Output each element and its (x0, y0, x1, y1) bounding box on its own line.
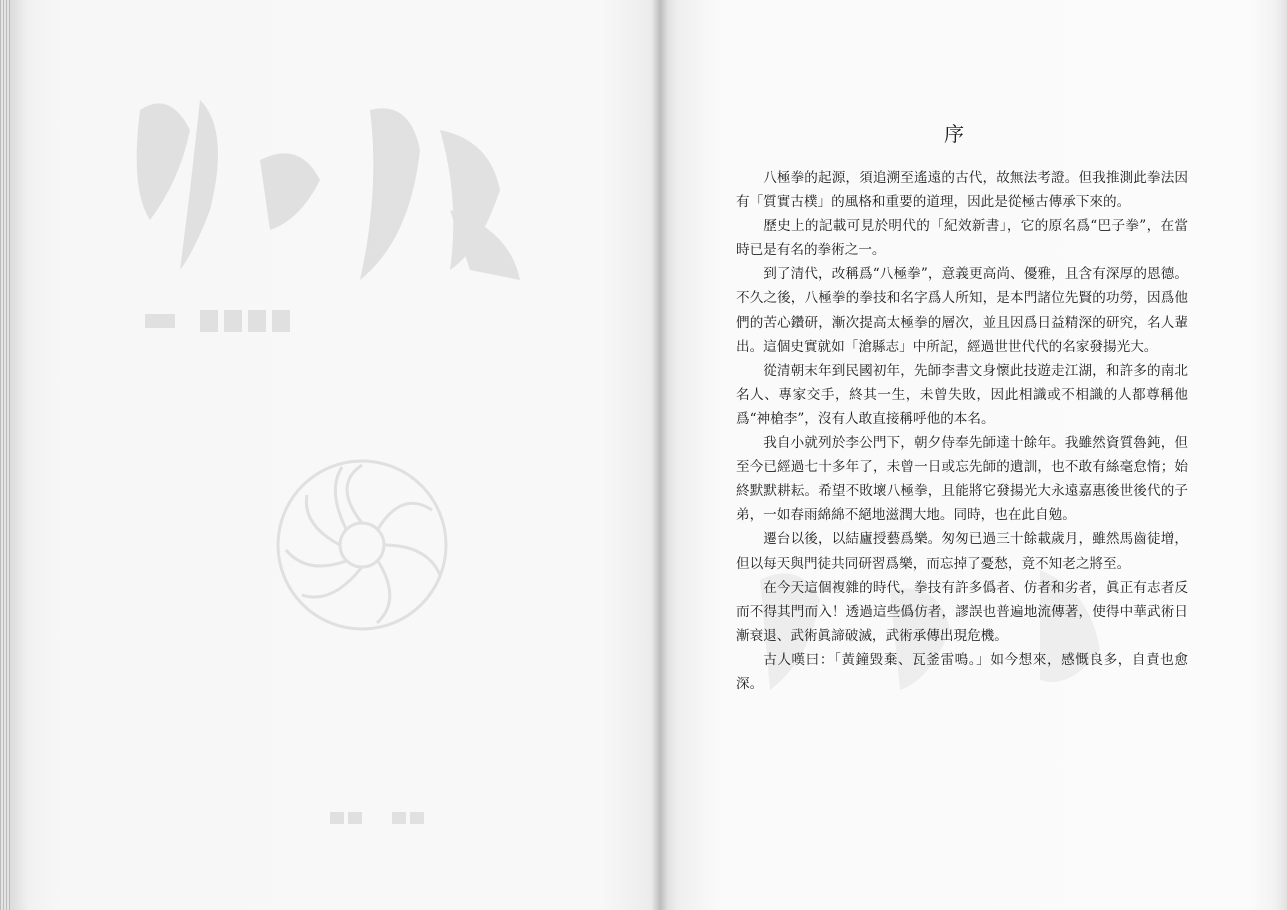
bleed-through-subtitle (140, 300, 300, 340)
bleed-through-calligraphy (110, 70, 530, 300)
bleed-through-footer (330, 808, 430, 828)
paragraph: 從清朝末年到民國初年，先師李書文身懷此技遊走江湖，和許多的南北名人、專家交手，終其一生，未曾失敗，因此相識或不相識的人都尊稱他爲“神槍李”，沒有人敢直接稱呼他的本名。 (736, 362, 1188, 427)
paragraph: 歷史上的記載可見於明代的「紀效新書」，它的原名爲“巴子拳”，在當時已是有名的拳術之一。 (736, 218, 1188, 259)
paragraph: 八極拳的起源，須追溯至遙遠的古代，故無法考證。但我推測此拳法因有「質實古樸」的風格和重要的道理，因此是從極古傳承下來的。 (736, 170, 1188, 211)
paragraph: 遷台以後，以結廬授藝爲樂。匆匆已過三十餘載歲月，雖然馬齒徒增，但以每天與門徒共同研習爲樂，而忘掉了憂愁，竟不知老之將至。 (736, 531, 1188, 572)
preface-title: 序 (944, 122, 966, 146)
preface-body (736, 166, 1188, 696)
paragraph: 我自小就列於李公門下，朝夕侍奉先師達十餘年。我雖然資質魯鈍，但至今已經過七十多年了，未曾一日或忘先師的遺訓，也不敢有絲毫怠惰；始終默默耕耘。希望不敗壞八極拳，且能將它發揚光大永遠嘉惠後世後代的子弟，一如春雨綿綿不絕地滋潤大地。同時，也在此自勉。 (736, 435, 1188, 524)
paragraph: 古人嘆曰：「黃鐘毀棄、瓦釜雷鳴。」如今想來，感慨良多，自責也愈深。 (736, 651, 1188, 692)
paragraph: 到了清代，改稱爲“八極拳”，意義更高尚、優雅，且含有深厚的恩德。不久之後，八極拳的拳技和名字爲人所知，是本門諸位先賢的功勞，因爲他們的苦心鑽研，漸次提高太極拳的層次，並且因爲日益精深的研究，名人輩出。這個史實就如「滄縣志」中所記，經過世世代代的名家發揚光大。 (736, 266, 1188, 355)
emblem-icon (272, 455, 452, 635)
paragraph: 在今天這個複雜的時代，拳技有許多僞者、仿者和劣者，眞正有志者反而不得其門而入！透過這些僞仿者，謬誤也普遍地流傳著，使得中華武術日漸衰退、武術眞諦破滅，武術承傳出現危機。 (736, 579, 1188, 644)
page-edge-stack (0, 0, 10, 910)
book-gutter (652, 0, 668, 910)
